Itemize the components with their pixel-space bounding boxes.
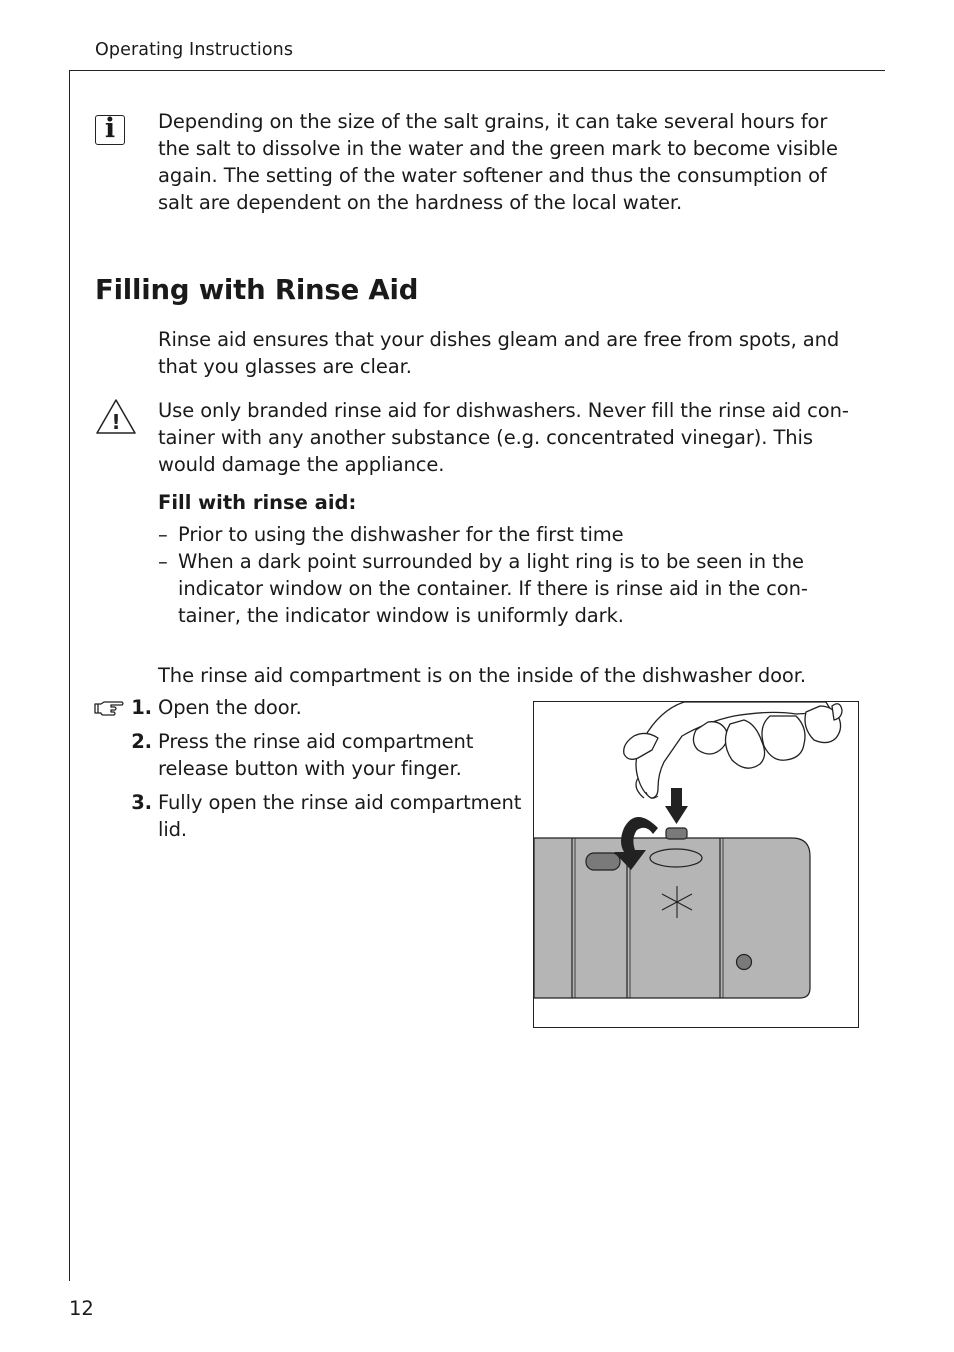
warning-line: Use only branded rinse aid for dishwashers. Never fill the rinse aid con- xyxy=(158,399,849,422)
location-text: The rinse aid compartment is on the inside of the dishwasher door. xyxy=(158,664,806,687)
warning-icon xyxy=(94,397,138,437)
rinse-aid-dispenser-illustration xyxy=(533,701,859,1028)
condition-item xyxy=(158,521,878,548)
svg-text:!: ! xyxy=(111,410,121,434)
step-line: Open the door. xyxy=(158,696,302,719)
steps-list xyxy=(126,694,521,843)
warning-line: would damage the appliance. xyxy=(158,453,445,476)
step-line: lid. xyxy=(158,818,188,841)
conditions-list xyxy=(158,521,878,629)
dash-bullet: – xyxy=(158,550,168,573)
running-header: Operating Instructions xyxy=(95,40,294,60)
intro-paragraph xyxy=(158,326,839,380)
step-line: Fully open the rinse aid compartment xyxy=(158,791,522,814)
dash-bullet: – xyxy=(158,523,168,546)
info-icon: i xyxy=(95,115,125,145)
info-note-line: the salt to dissolve in the water and the green mark to become visible xyxy=(158,137,838,160)
step-number: 2. xyxy=(131,730,152,753)
warning-text xyxy=(158,397,849,478)
intro-line: Rinse aid ensures that your dishes gleam and are free from spots, and xyxy=(158,328,840,351)
step-line: release button with your finger. xyxy=(158,757,462,780)
warning-line: tainer with any another substance (e.g. concentrated vinegar). This xyxy=(158,426,813,449)
info-note-line: again. The setting of the water softener and thus the consumption of xyxy=(158,164,827,187)
step-item xyxy=(126,728,521,782)
page-number: 12 xyxy=(69,1297,94,1320)
condition-line: tainer, the indicator window is uniformly dark. xyxy=(178,604,624,627)
step-line: Press the rinse aid compartment xyxy=(158,730,474,753)
condition-line: indicator window on the container. If there is rinse aid in the con- xyxy=(178,577,808,600)
condition-item xyxy=(158,548,878,629)
condition-line: When a dark point surrounded by a light ring is to be seen in the xyxy=(178,550,804,573)
info-note-line: salt are dependent on the hardness of the local water. xyxy=(158,191,683,214)
intro-line: that you glasses are clear. xyxy=(158,355,412,378)
fill-heading: Fill with rinse aid: xyxy=(158,491,357,514)
header-rule xyxy=(69,70,885,71)
step-item xyxy=(126,694,521,721)
info-note xyxy=(158,108,838,216)
info-note-line: Depending on the size of the salt grains, it can take several hours for xyxy=(158,110,828,133)
section-title: Filling with Rinse Aid xyxy=(95,274,419,306)
step-item xyxy=(126,789,521,843)
dispenser-drawing xyxy=(534,702,858,1027)
condition-line: Prior to using the dishwasher for the first time xyxy=(178,523,624,546)
step-number: 1. xyxy=(131,696,152,719)
margin-rule xyxy=(69,70,70,1281)
step-number: 3. xyxy=(131,791,152,814)
pointing-hand-icon xyxy=(93,699,125,719)
